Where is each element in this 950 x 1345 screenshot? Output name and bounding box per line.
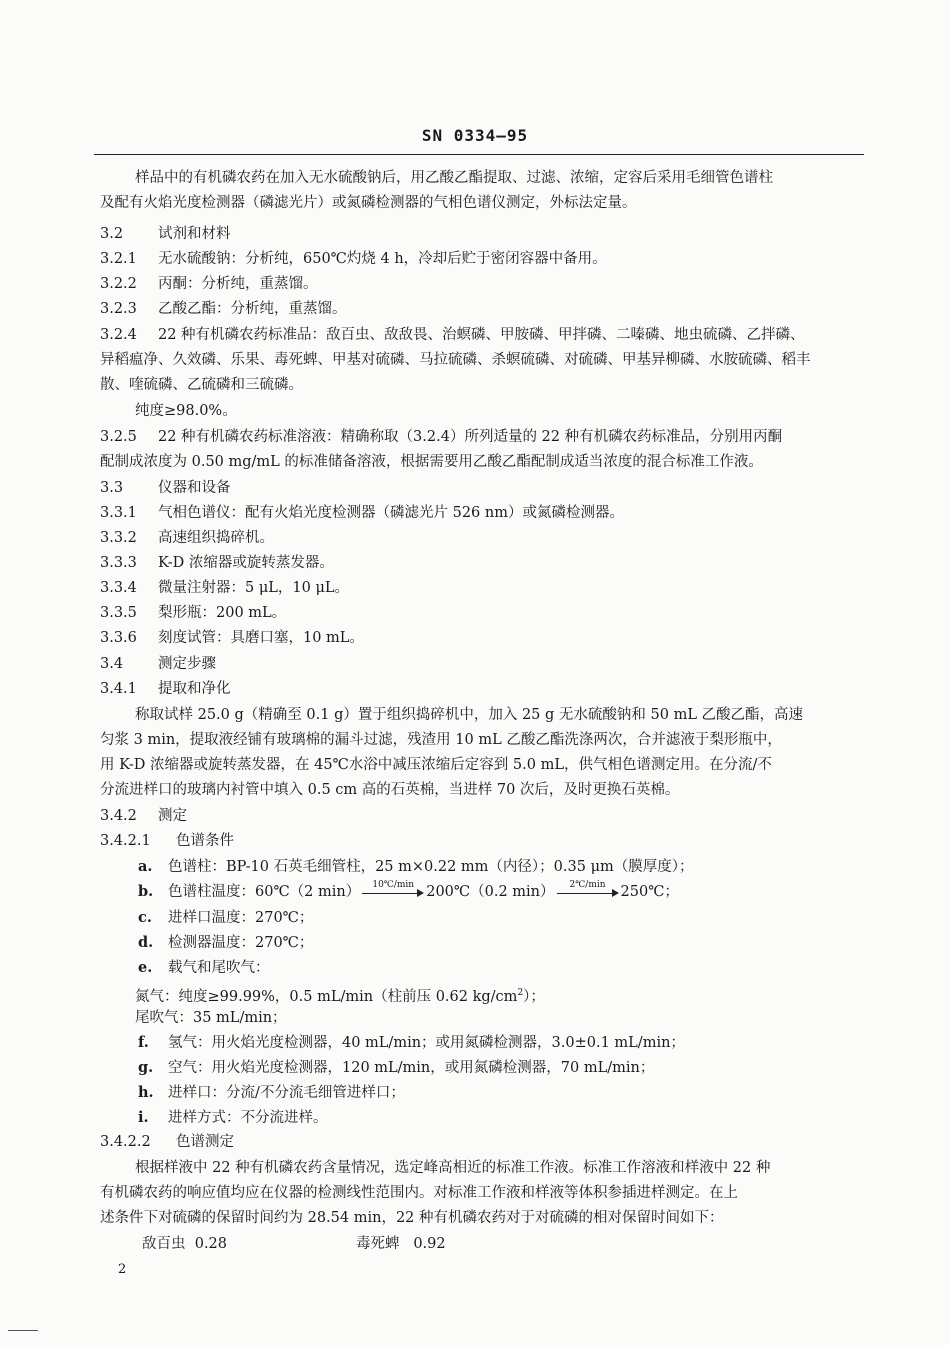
section-3-3 bbox=[100, 478, 231, 498]
clause-number: 3.4.2.1 bbox=[100, 833, 151, 849]
condition-g bbox=[138, 1058, 654, 1078]
section-number: 3.3 bbox=[100, 480, 124, 496]
page-number: 2 bbox=[118, 1262, 127, 1277]
clause-3-4-1 bbox=[100, 679, 231, 699]
clause-3-4-1-p1: 称取试样 25.0 g（精确至 0.1 g）置于组织捣碎机中，加入 25 g 无水硫酸钠和 50 mL 乙酸乙酯，高速 bbox=[135, 707, 804, 723]
clause-3-4-2-2-p2: 有机磷农药的响应值均应在仪器的检测线性范围内。对标准工作液和样液等体积参插进样测定。在上 bbox=[100, 1185, 738, 1201]
item-letter: c. bbox=[138, 909, 152, 926]
intro-line-2: 及配有火焰光度检测器（磷滤光片）或氮磷检测器的气相色谱仪测定，外标法定量。 bbox=[100, 195, 637, 211]
rate-label: 2℃/min bbox=[569, 880, 606, 890]
clause-3-3-4 bbox=[100, 578, 349, 598]
clause-title: 色谱测定 bbox=[176, 1134, 234, 1150]
item-text: 进样口：分流/不分流毛细管进样口； bbox=[168, 1085, 405, 1101]
clause-3-2-5-line-2: 配制成浓度为 0.50 mg/mL 的标准储备溶液，根据需要用乙酸乙酯配制成适当浓度的混合标准工作液。 bbox=[100, 454, 763, 470]
clause-number: 3.2.1 bbox=[100, 251, 137, 267]
item-letter: e. bbox=[138, 959, 153, 976]
clause-3-3-5 bbox=[100, 603, 286, 623]
clause-text: 梨形瓶：200 mL。 bbox=[158, 605, 287, 621]
page-header-code: SN 0334—95 bbox=[421, 126, 529, 145]
retention-entry-1 bbox=[142, 1234, 227, 1254]
item-text: 色谱柱温度：60℃（2 min） bbox=[168, 884, 361, 900]
section-number: 3.4 bbox=[100, 656, 124, 672]
clause-3-3-3 bbox=[100, 553, 334, 573]
compound-name: 敌百虫 bbox=[142, 1236, 186, 1252]
item-text: 色谱柱：BP-10 石英毛细管柱，25 m×0.22 mm（内径）；0.35 μm（膜厚度）； bbox=[168, 859, 694, 875]
clause-3-4-2-1 bbox=[100, 831, 234, 851]
purity-line: 纯度≥98.0%。 bbox=[135, 403, 237, 419]
rate-arrow-1 bbox=[362, 880, 424, 899]
item-letter: f. bbox=[138, 1034, 149, 1051]
item-text: 氢气：用火焰光度检测器，40 mL/min；或用氮磷检测器，3.0±0.1 mL/min； bbox=[168, 1035, 685, 1051]
clause-number: 3.3.1 bbox=[100, 505, 137, 521]
clause-number: 3.3.5 bbox=[100, 605, 137, 621]
compound-name: 毒死蜱 bbox=[356, 1236, 400, 1252]
clause-3-3-1 bbox=[100, 503, 624, 523]
section-number: 3.2 bbox=[100, 226, 124, 242]
item-letter: b. bbox=[138, 883, 154, 900]
item-letter: g. bbox=[138, 1059, 154, 1076]
clause-3-2-3 bbox=[100, 299, 347, 319]
item-text: 200℃（0.2 min） bbox=[426, 884, 555, 900]
item-letter: h. bbox=[138, 1084, 154, 1101]
relative-retention: 0.28 bbox=[194, 1236, 228, 1252]
clause-3-4-1-p2: 匀浆 3 min，提取液经铺有玻璃棉的漏斗过滤，残渣用 10 mL 乙酸乙酯洗涤两次，合并滤液于梨形瓶中， bbox=[100, 732, 782, 748]
clause-number: 3.3.2 bbox=[100, 530, 137, 546]
clause-3-3-2 bbox=[100, 528, 274, 548]
item-text: 250℃； bbox=[620, 884, 679, 900]
clause-text: 乙酸乙酯：分析纯，重蒸馏。 bbox=[158, 301, 347, 317]
item-letter: i. bbox=[138, 1109, 149, 1126]
clause-number: 3.2.4 bbox=[100, 327, 137, 343]
retention-entry-2 bbox=[356, 1234, 446, 1254]
corner-mark bbox=[8, 1330, 38, 1331]
relative-retention: 0.92 bbox=[413, 1236, 446, 1252]
clause-text: 22 种有机磷农药标准品：敌百虫、敌敌畏、治螟磷、甲胺磷、甲拌磷、二嗪磷、地虫硫磷、乙拌磷、 bbox=[158, 327, 805, 343]
clause-3-2-4 bbox=[100, 325, 805, 345]
superscript: 2 bbox=[517, 988, 524, 998]
item-text: 进样方式：不分流进样。 bbox=[168, 1110, 328, 1126]
clause-text: 微量注射器：5 μL，10 μL。 bbox=[158, 580, 349, 596]
item-text: 空气：用火焰光度检测器，120 mL/min，或用氮磷检测器，70 mL/min； bbox=[168, 1060, 655, 1076]
clause-number: 3.3.6 bbox=[100, 630, 137, 646]
clause-3-4-2-2 bbox=[100, 1132, 234, 1152]
clause-3-3-6 bbox=[100, 628, 364, 648]
nitrogen-text-end: ）； bbox=[523, 988, 545, 1005]
section-title: 仪器和设备 bbox=[158, 480, 231, 496]
item-text: 载气和尾吹气： bbox=[168, 960, 270, 976]
clause-text: K-D 浓缩器或旋转蒸发器。 bbox=[158, 555, 334, 571]
condition-h bbox=[138, 1083, 405, 1103]
clause-text: 无水硫酸钠：分析纯，650℃灼烧 4 h，冷却后贮于密闭容器中备用。 bbox=[158, 251, 607, 267]
clause-text: 高速组织捣碎机。 bbox=[158, 530, 274, 546]
condition-f bbox=[138, 1033, 685, 1053]
makeup-gas-line: 尾吹气：35 mL/min； bbox=[135, 1010, 287, 1026]
rate-label: 10℃/min bbox=[372, 880, 415, 890]
nitrogen-line bbox=[135, 983, 545, 1007]
clause-number: 3.2.2 bbox=[100, 276, 137, 292]
condition-i bbox=[138, 1108, 328, 1128]
item-letter: a. bbox=[138, 858, 153, 875]
clause-title: 色谱条件 bbox=[176, 833, 234, 849]
rate-arrow-2 bbox=[557, 880, 619, 899]
clause-text: 22 种有机磷农药标准溶液：精确称取（3.2.4）所列适量的 22 种有机磷农药标准品，分别用丙酮 bbox=[158, 429, 783, 445]
clause-text: 丙酮：分析纯，重蒸馏。 bbox=[158, 276, 318, 292]
clause-number: 3.2.5 bbox=[100, 429, 137, 445]
clause-3-2-4-line-2: 异稻瘟净、久效磷、乐果、毒死蜱、甲基对硫磷、马拉硫磷、杀螟硫磷、对硫磷、甲基异柳磷、水胺硫磷、稻丰 bbox=[100, 352, 811, 368]
clause-number: 3.4.2.2 bbox=[100, 1134, 151, 1150]
clause-3-4-2-2-p1: 根据样液中 22 种有机磷农药含量情况，选定峰高相近的标准工作液。标准工作溶液和样液中 22 种 bbox=[135, 1160, 771, 1176]
nitrogen-text: 氮气：纯度≥99.99%，0.5 mL/min（柱前压 0.62 kg/cm bbox=[135, 988, 518, 1005]
clause-number: 3.4.2 bbox=[100, 808, 137, 824]
condition-a bbox=[138, 857, 694, 877]
condition-d bbox=[138, 933, 313, 953]
clause-3-2-1 bbox=[100, 249, 607, 269]
clause-3-4-2 bbox=[100, 806, 187, 826]
clause-3-2-2 bbox=[100, 274, 318, 294]
section-title: 试剂和材料 bbox=[158, 226, 231, 242]
clause-3-4-2-2-p3: 述条件下对硫磷的保留时间约为 28.54 min，22 种有机磷农药对于对硫磷的相对保留时间如下： bbox=[100, 1210, 724, 1226]
condition-c bbox=[138, 908, 313, 928]
clause-text: 气相色谱仪：配有火焰光度检测器（磷滤光片 526 nm）或氮磷检测器。 bbox=[158, 505, 624, 521]
clause-3-4-1-p4: 分流进样口的玻璃内衬管中填入 0.5 cm 高的石英棉，当进样 70 次后，及时更换石英棉。 bbox=[100, 782, 680, 798]
intro-line-1: 样品中的有机磷农药在加入无水硫酸钠后，用乙酸乙酯提取、过滤、浓缩，定容后采用毛细管色谱柱 bbox=[135, 170, 773, 186]
header-rule bbox=[94, 154, 864, 155]
condition-b bbox=[138, 882, 679, 902]
clause-3-2-4-line-3: 散、喹硫磷、乙硫磷和三硫磷。 bbox=[100, 377, 303, 393]
clause-3-2-5 bbox=[100, 427, 782, 447]
clause-number: 3.2.3 bbox=[100, 301, 137, 317]
section-3-2 bbox=[100, 224, 231, 244]
clause-title: 测定 bbox=[158, 808, 187, 824]
section-title: 测定步骤 bbox=[158, 656, 216, 672]
clause-number: 3.3.4 bbox=[100, 580, 137, 596]
item-text: 检测器温度：270℃； bbox=[168, 935, 314, 951]
clause-title: 提取和净化 bbox=[158, 681, 231, 697]
section-3-4 bbox=[100, 654, 216, 674]
item-text: 进样口温度：270℃； bbox=[168, 910, 314, 926]
clause-number: 3.4.1 bbox=[100, 681, 137, 697]
clause-3-4-1-p3: 用 K-D 浓缩器或旋转蒸发器，在 45℃水浴中减压浓缩后定容到 5.0 mL，供气相色谱测定用。在分流/不 bbox=[100, 757, 772, 773]
item-letter: d. bbox=[138, 934, 154, 951]
clause-number: 3.3.3 bbox=[100, 555, 137, 571]
condition-e bbox=[138, 958, 270, 978]
clause-text: 刻度试管：具磨口塞，10 mL。 bbox=[158, 630, 364, 646]
